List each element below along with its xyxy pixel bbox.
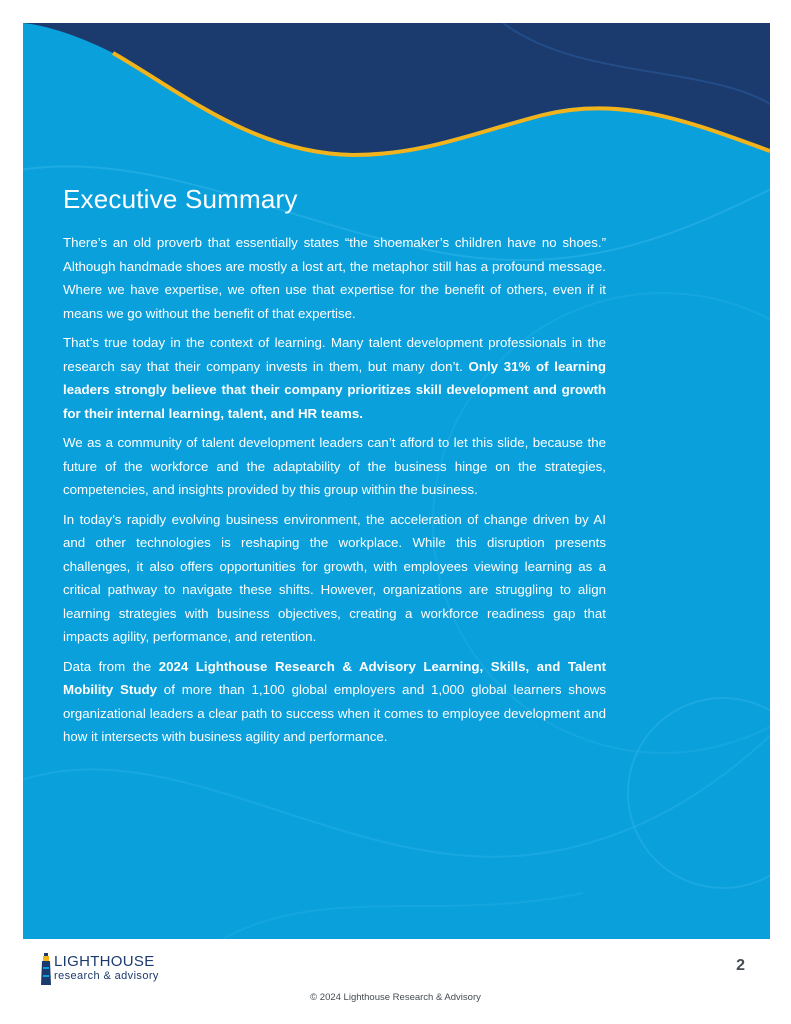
page-title: Executive Summary: [63, 184, 298, 214]
paragraph-proverb: [63, 231, 606, 325]
navy-wave-band: [23, 23, 770, 153]
bold-text-segment: 2024 Lighthouse Research & Advisory Learning, Skills, and Talent Mobility Study: [63, 658, 606, 697]
paragraph-environment: [63, 508, 606, 649]
text-segment: of more than 1,100 global employers and 1,000 global learners shows organizational leaders a clear path to success when it comes to employee development and how it intersects with business agility and performance.: [63, 682, 606, 744]
text-segment: There’s an old proverb that essentially states “the shoemaker’s children have no shoes.” Although handmade shoes are mostly a lost art, the metaphor still has a profound message. Where we have expertise, we often use that expertise for the benefit of others, even if it means we go without the benefit of that expertise.: [63, 235, 606, 321]
lighthouse-logo: [40, 953, 200, 985]
paragraph-study: [63, 655, 606, 749]
paragraph-list: [63, 231, 606, 749]
paragraph-community: [63, 431, 606, 502]
paragraph-learning-context: [63, 331, 606, 425]
summary-content: [63, 183, 606, 755]
lighthouse-icon: [40, 953, 52, 985]
page-number: 2: [736, 957, 745, 974]
logo-tagline: research & advisory: [54, 970, 159, 982]
bold-text-segment: Only 31% of learning leaders strongly believe that their company prioritizes skill development and growth for their internal learning, talent, and HR teams.: [63, 358, 606, 421]
text-segment: We as a community of talent development leaders can’t afford to let this slide, because the future of the workforce and the adaptability of the business hinge on the strategies, competencies, and insights provided by this group within the business.: [63, 435, 606, 497]
text-segment: Data from the: [63, 658, 159, 674]
copyright-notice: © 2024 Lighthouse Research & Advisory: [310, 992, 481, 1003]
page-footer: [0, 939, 791, 1024]
cover-panel: [23, 23, 770, 939]
text-segment: That’s true today in the context of learning. Many talent development professionals in the research say that their company invests in them, but many don’t.: [63, 335, 606, 374]
text-segment: In today’s rapidly evolving business environment, the acceleration of change driven by AI and other technologies is reshaping the workplace. While this disruption presents challenges, it also offers opportunities for growth, with employees viewing learning as a critical pathway to navigate these shifts. However, organizations are struggling to align learning strategies with business objectives, creating a workforce readiness gap that impacts agility, performance, and retention.: [63, 511, 606, 644]
swirl-line-4: [223, 893, 583, 939]
logo-wordmark: LIGHTHOUSE: [54, 953, 155, 970]
